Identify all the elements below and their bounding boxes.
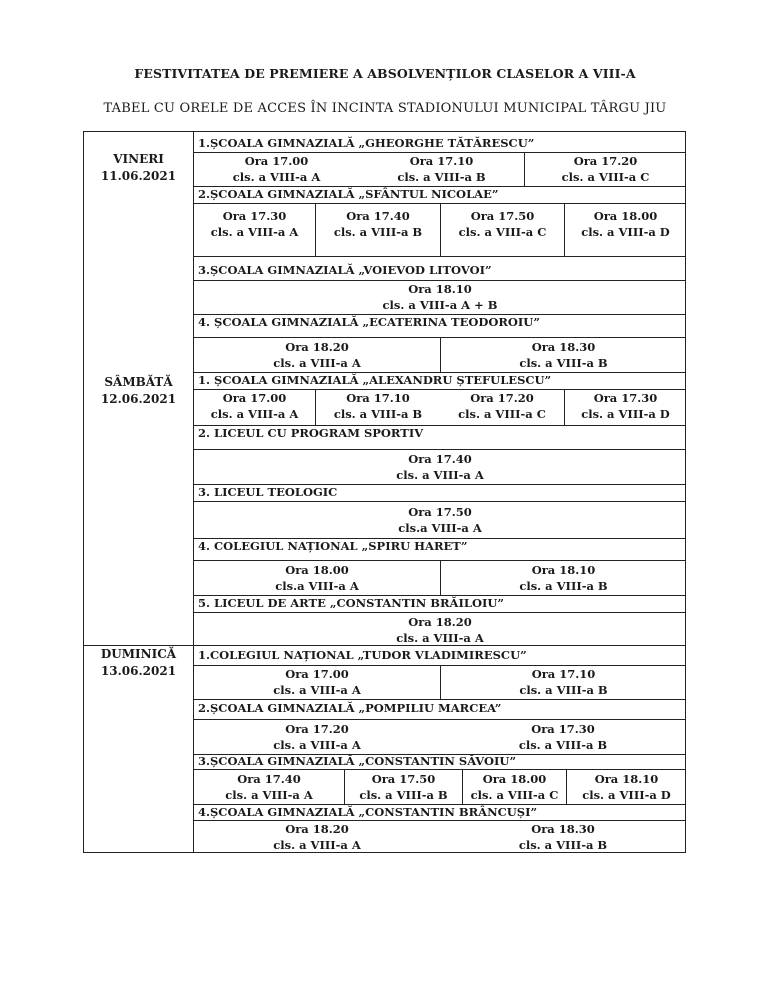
- slot-class: cls. a VIII-a D: [581, 225, 670, 239]
- slot-time: Ora 17.00: [222, 391, 287, 405]
- slot-time: Ora 17.30: [531, 722, 595, 736]
- slot-time: Ora 17.10: [409, 154, 474, 168]
- day-date: 11.06.2021: [100, 169, 177, 183]
- school-name: 3.ȘCOALA GIMNAZIALĂ „CONSTANTIN SĂVOIU”: [198, 754, 517, 768]
- school-name: 2. LICEUL CU PROGRAM SPORTIV: [198, 426, 424, 440]
- school-name: 1.ȘCOALA GIMNAZIALĂ „GHEORGHE TĂTĂRESCU”: [198, 136, 535, 150]
- slot-class: cls. a VIII-a A + B: [382, 298, 498, 312]
- slot-time: Ora 17.20: [573, 154, 638, 168]
- school-name: 4. ȘCOALA GIMNAZIALĂ „ECATERINA TEODOROIU”: [198, 315, 540, 329]
- slot-class: cls. a VIII-a A: [232, 170, 321, 184]
- time-slots-row: [194, 820, 686, 853]
- slot-time: Ora 17.10: [531, 667, 596, 681]
- slot-time: Ora 18.30: [531, 822, 595, 836]
- slot-class: cls. a VIII-a C: [470, 788, 559, 802]
- slot-time: Ora 17.30: [222, 209, 287, 223]
- slot-time: Ora 17.40: [346, 209, 410, 223]
- slot-class: cls. a VIII-a B: [397, 170, 486, 184]
- time-slot: [524, 153, 686, 186]
- time-slot: [194, 281, 686, 314]
- day-name: SÂMBĂTĂ: [104, 375, 173, 389]
- school-name: 2.ȘCOALA GIMNAZIALĂ „POMPILIU MARCEA”: [198, 701, 502, 715]
- slot-time: Ora 18.00: [285, 563, 349, 577]
- slot-class: cls. a VIII-a A: [396, 468, 484, 482]
- slot-time: Ora 17.00: [285, 667, 349, 681]
- slot-class: cls. a VIII-a C: [458, 225, 547, 239]
- time-slot: [194, 666, 440, 699]
- slot-class: cls. a VIII-a A: [273, 838, 361, 852]
- time-slot: [194, 821, 440, 853]
- school-name: 4. COLEGIUL NAȚIONAL „SPIRU HARET”: [198, 539, 468, 553]
- school-name: 5. LICEUL DE ARTE „CONSTANTIN BRĂILOIU”: [198, 596, 504, 610]
- day-date: 13.06.2021: [100, 664, 177, 678]
- slot-time: Ora 18.00: [593, 209, 658, 223]
- time-slot: [564, 204, 686, 256]
- time-slot: [440, 390, 564, 425]
- time-slots-row: [194, 389, 686, 426]
- day-saturday: [84, 374, 193, 408]
- slot-class: cls. a VIII-a B: [519, 356, 608, 370]
- day-separator-left: [84, 645, 193, 646]
- time-slots-row: [194, 665, 686, 700]
- time-slots-row: [194, 719, 686, 755]
- time-slots-row: [194, 449, 686, 485]
- time-slot: [194, 338, 440, 372]
- day-name: DUMINICĂ: [100, 647, 177, 661]
- time-slot: [440, 561, 686, 595]
- school-name: 4.ȘCOALA GIMNAZIALĂ „CONSTANTIN BRÂNCUȘI”: [198, 805, 538, 819]
- document-title: FESTIVITATEA DE PREMIERE A ABSOLVENȚILOR CLASELOR A VIII-A: [134, 66, 636, 81]
- time-slot: [566, 770, 686, 804]
- time-slot: [194, 390, 315, 425]
- time-slots-row: [194, 280, 686, 315]
- school-name: 3. LICEUL TEOLOGIC: [198, 485, 338, 499]
- slot-time: Ora 18.10: [531, 563, 596, 577]
- time-slot: [315, 204, 440, 256]
- slot-class: cls. a VIII-a A: [210, 407, 299, 421]
- school-name: 1.COLEGIUL NAȚIONAL „TUDOR VLADIMIRESCU”: [198, 648, 527, 662]
- day-friday: [84, 151, 193, 185]
- slot-time: Ora 17.40: [408, 452, 472, 466]
- slot-class: cls. a VIII-a B: [518, 738, 608, 752]
- slot-class: cls.a VIII-a A: [275, 579, 359, 593]
- school-name: 3.ȘCOALA GIMNAZIALĂ „VOIEVOD LITOVOI”: [198, 263, 492, 277]
- slot-time: Ora 18.30: [531, 340, 596, 354]
- slot-class: cls. a VIII-a D: [582, 788, 671, 802]
- day-name: VINERI: [113, 152, 164, 166]
- slot-class: cls. a VIII-a A: [273, 683, 361, 697]
- time-slot: [440, 821, 686, 853]
- slot-class: cls.a VIII-a A: [398, 521, 482, 535]
- slot-time: Ora 18.00: [482, 772, 547, 786]
- time-slot: [194, 770, 344, 804]
- slot-class: cls. a VIII-a A: [273, 356, 361, 370]
- time-slot: [315, 390, 440, 425]
- time-slot: [359, 153, 524, 186]
- time-slot: [440, 338, 686, 372]
- slot-class: cls. a VIII-a B: [333, 407, 423, 421]
- slot-class: cls. a VIII-a B: [333, 225, 423, 239]
- time-slot: [440, 204, 564, 256]
- slot-class: cls. a VIII-a A: [396, 631, 484, 645]
- slot-class: cls. a VIII-a A: [225, 788, 313, 802]
- time-slots-row: [194, 501, 686, 539]
- time-slots-row: [194, 560, 686, 596]
- day-separator: [194, 645, 686, 646]
- slot-class: cls. a VIII-a A: [273, 738, 361, 752]
- slot-class: cls. a VIII-a D: [581, 407, 670, 421]
- time-slot: [194, 561, 440, 595]
- time-slots-row: [194, 337, 686, 373]
- slot-time: Ora 17.20: [285, 722, 349, 736]
- school-name: 2.ȘCOALA GIMNAZIALĂ „SFÂNTUL NICOLAE”: [198, 187, 499, 201]
- time-slot: [194, 153, 359, 186]
- slot-time: Ora 17.10: [346, 391, 410, 405]
- slot-time: Ora 18.20: [408, 615, 472, 629]
- slot-time: Ora 18.10: [594, 772, 659, 786]
- slot-time: Ora 18.20: [285, 822, 349, 836]
- slot-class: cls. a VIII-a B: [518, 838, 608, 852]
- slot-time: Ora 17.50: [371, 772, 436, 786]
- slot-time: Ora 18.10: [408, 282, 472, 296]
- time-slots-row: [194, 152, 686, 187]
- slot-time: Ora 17.40: [237, 772, 301, 786]
- slot-time: Ora 17.50: [408, 505, 472, 519]
- slot-time: Ora 18.20: [285, 340, 349, 354]
- time-slot: [194, 613, 686, 647]
- slot-time: Ora 17.20: [470, 391, 534, 405]
- time-slots-row: [194, 612, 686, 647]
- slot-class: cls. a VIII-a B: [519, 683, 608, 697]
- time-slot: [564, 390, 686, 425]
- time-slot: [194, 450, 686, 484]
- time-slot: [462, 770, 566, 804]
- school-name: 1. ȘCOALA GIMNAZIALĂ „ALEXANDRU ȘTEFULESCU”: [198, 373, 552, 387]
- day-sunday: [84, 646, 193, 680]
- time-slot: [194, 502, 686, 538]
- slot-class: cls. a VIII-a B: [519, 579, 608, 593]
- slot-class: cls. a VIII-a C: [561, 170, 650, 184]
- document-subtitle: TABEL CU ORELE DE ACCES ÎN INCINTA STADIONULUI MUNICIPAL TÂRGU JIU: [103, 101, 667, 116]
- day-date: 12.06.2021: [100, 392, 177, 406]
- slot-class: cls. a VIII-a B: [359, 788, 448, 802]
- time-slots-row: [194, 769, 686, 805]
- slot-time: Ora 17.00: [244, 154, 309, 168]
- time-slot: [440, 720, 686, 754]
- slot-time: Ora 17.30: [593, 391, 658, 405]
- time-slot: [344, 770, 462, 804]
- time-slot: [194, 204, 315, 256]
- time-slot: [440, 666, 686, 699]
- time-slot: [194, 720, 440, 754]
- slot-class: cls. a VIII-a A: [210, 225, 299, 239]
- slot-class: cls. a VIII-a C: [458, 407, 546, 421]
- time-slots-row: [194, 203, 686, 257]
- slot-time: Ora 17.50: [470, 209, 535, 223]
